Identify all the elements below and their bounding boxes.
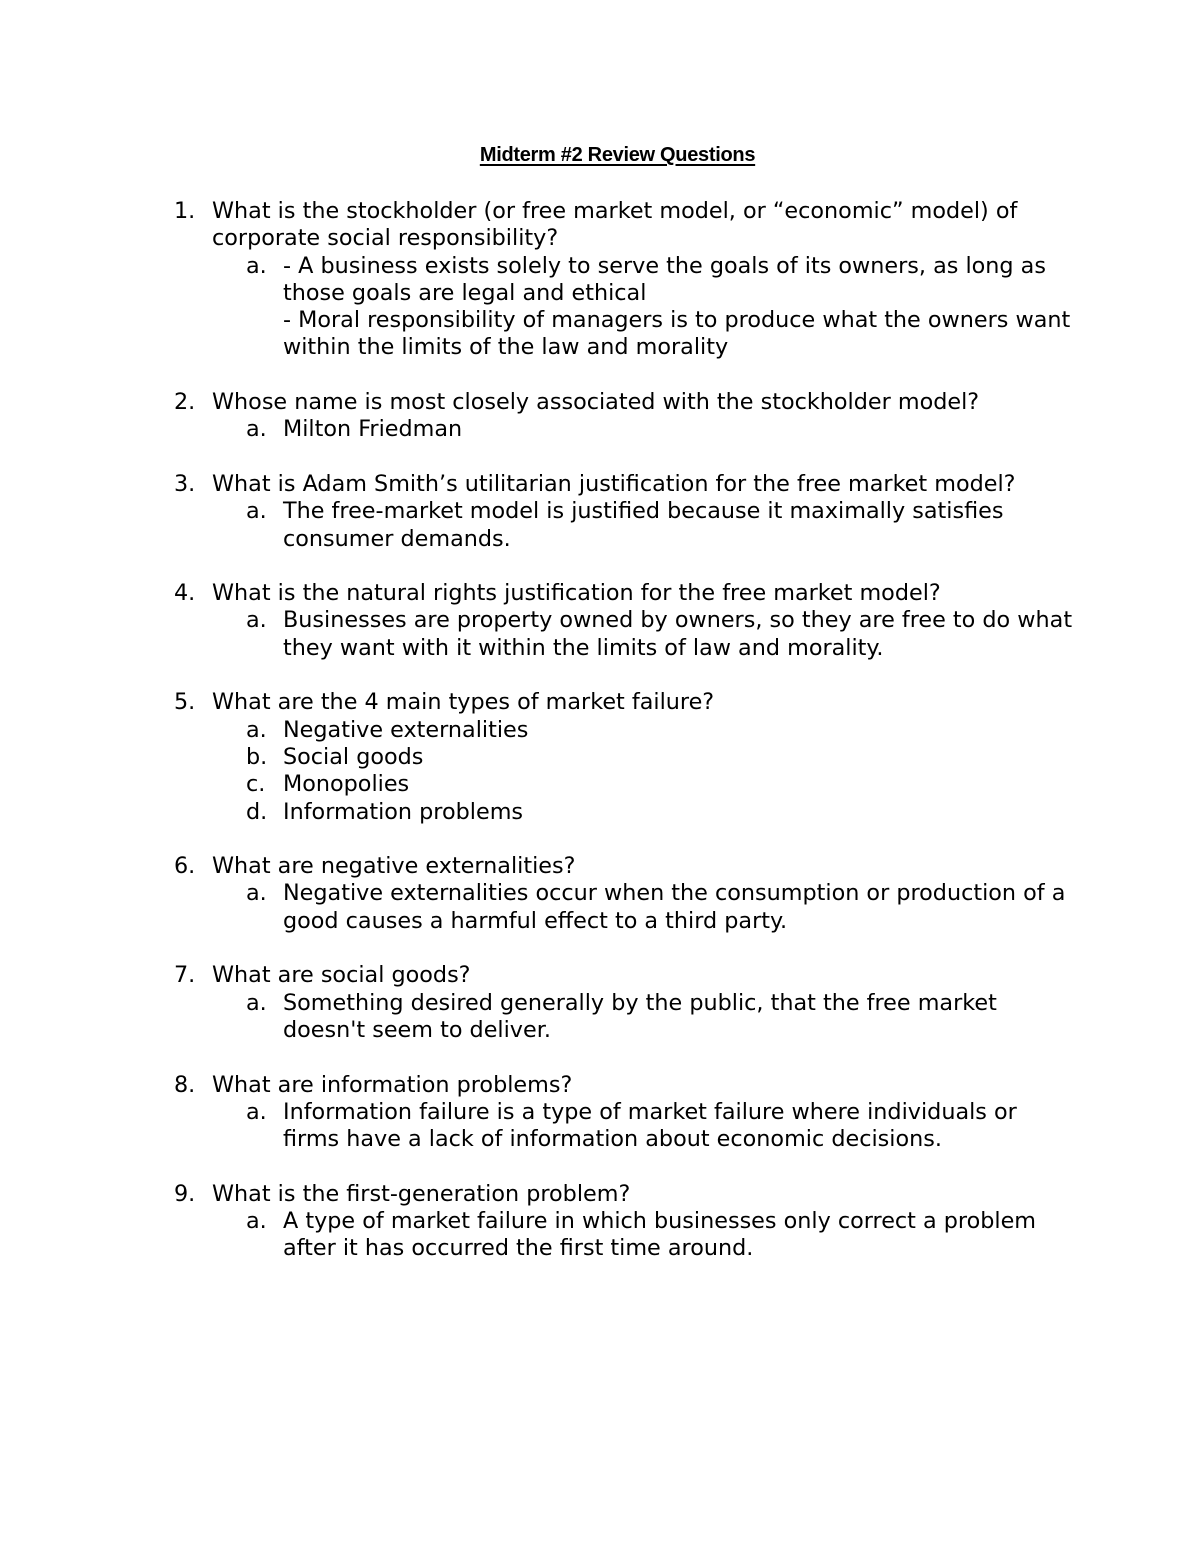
answer-letter: c. [246, 771, 266, 798]
answer-list [212, 607, 1074, 662]
question-item [174, 198, 1074, 362]
answer-item [212, 799, 1074, 826]
question-text: What is the first-generation problem? [212, 1180, 631, 1207]
answer-list [212, 1208, 1074, 1263]
question-number: 8. [174, 1071, 196, 1098]
answer-text: - A business exists solely to serve the goals of its owners, as long as those goals are legal and ethical [283, 252, 1046, 306]
answer-text: Milton Friedman [283, 416, 463, 443]
question-text: What is the natural rights justification for the free market model? [212, 580, 941, 607]
answer-item [212, 990, 1074, 1045]
answer-text: Information problems [283, 798, 524, 825]
question-item [174, 389, 1074, 444]
answer-item [212, 1208, 1074, 1263]
question-item [174, 1072, 1074, 1154]
answer-letter: a. [246, 716, 267, 743]
question-text: Whose name is most closely associated with the stockholder model? [212, 389, 980, 416]
question-number: 3. [174, 470, 196, 497]
question-number: 1. [174, 198, 196, 224]
answer-list [212, 1099, 1074, 1154]
answer-letter: a. [246, 1098, 267, 1125]
question-item [174, 580, 1074, 662]
answer-item [212, 744, 1074, 771]
question-text: What are negative externalities? [212, 853, 576, 880]
answer-text: Businesses are property owned by owners, so they are free to do what they want with it within the limits of law and morality. [283, 607, 1073, 661]
answer-letter: a. [246, 607, 267, 634]
answer-list [212, 717, 1074, 826]
question-item [174, 1181, 1074, 1263]
answer-item [212, 498, 1074, 553]
question-number: 7. [174, 962, 196, 989]
question-number: 6. [174, 853, 196, 880]
question-number: 9. [174, 1180, 196, 1207]
question-text: What are the 4 main types of market failure? [212, 689, 715, 716]
question-text: What is the stockholder (or free market model, or “economic” model) of corporate social responsibility? [212, 198, 1018, 252]
question-item [174, 962, 1074, 1044]
answer-text: Something desired generally by the public, that the free market doesn't seem to deliver. [283, 989, 997, 1043]
answer-letter: b. [246, 743, 268, 770]
answer-letter: a. [246, 1207, 267, 1234]
answer-letter: d. [246, 798, 268, 825]
answer-item [212, 253, 1074, 362]
question-text: What is Adam Smith’s utilitarian justification for the free market model? [212, 470, 1016, 497]
answer-item [212, 880, 1074, 935]
answer-letter: a. [246, 989, 267, 1016]
answer-letter: a. [246, 252, 267, 279]
answer-list [212, 416, 1074, 443]
question-number: 2. [174, 389, 196, 416]
answer-text: Social goods [283, 743, 424, 770]
answer-item [212, 607, 1074, 662]
answer-list [212, 880, 1074, 935]
question-list [174, 198, 1074, 1290]
answer-text: The free-market model is justified because it maximally satisfies consumer demands. [283, 498, 1004, 552]
answer-letter: a. [246, 498, 267, 525]
answer-list [212, 990, 1074, 1045]
question-text: What are social goods? [212, 962, 471, 989]
answer-item [212, 1099, 1074, 1154]
document-title: Midterm #2 Review Questions [479, 144, 756, 166]
answer-list [212, 498, 1074, 553]
answer-letter: a. [246, 416, 267, 443]
question-number: 5. [174, 689, 196, 716]
answer-text: A type of market failure in which businesses only correct a problem after it has occurred the first time around. [283, 1207, 1037, 1262]
answer-item [212, 717, 1074, 744]
question-item [174, 853, 1074, 935]
question-item [174, 471, 1074, 553]
answer-letter: a. [246, 880, 267, 907]
answer-text: Monopolies [283, 771, 410, 798]
answer-text: - Moral responsibility of managers is to produce what the owners want within the limits of the law and morality [283, 307, 1071, 361]
answer-list [212, 253, 1074, 362]
answer-text: Negative externalities [283, 716, 529, 743]
answer-text: Information failure is a type of market failure where individuals or firms have a lack of information about economic decisions. [283, 1098, 1017, 1153]
answer-text: Negative externalities occur when the consumption or production of a good causes a harmful effect to a third party. [283, 880, 1066, 934]
question-item [174, 689, 1074, 825]
answer-item [212, 771, 1074, 798]
question-text: What are information problems? [212, 1071, 573, 1098]
answer-item [212, 416, 1074, 443]
question-number: 4. [174, 580, 196, 607]
